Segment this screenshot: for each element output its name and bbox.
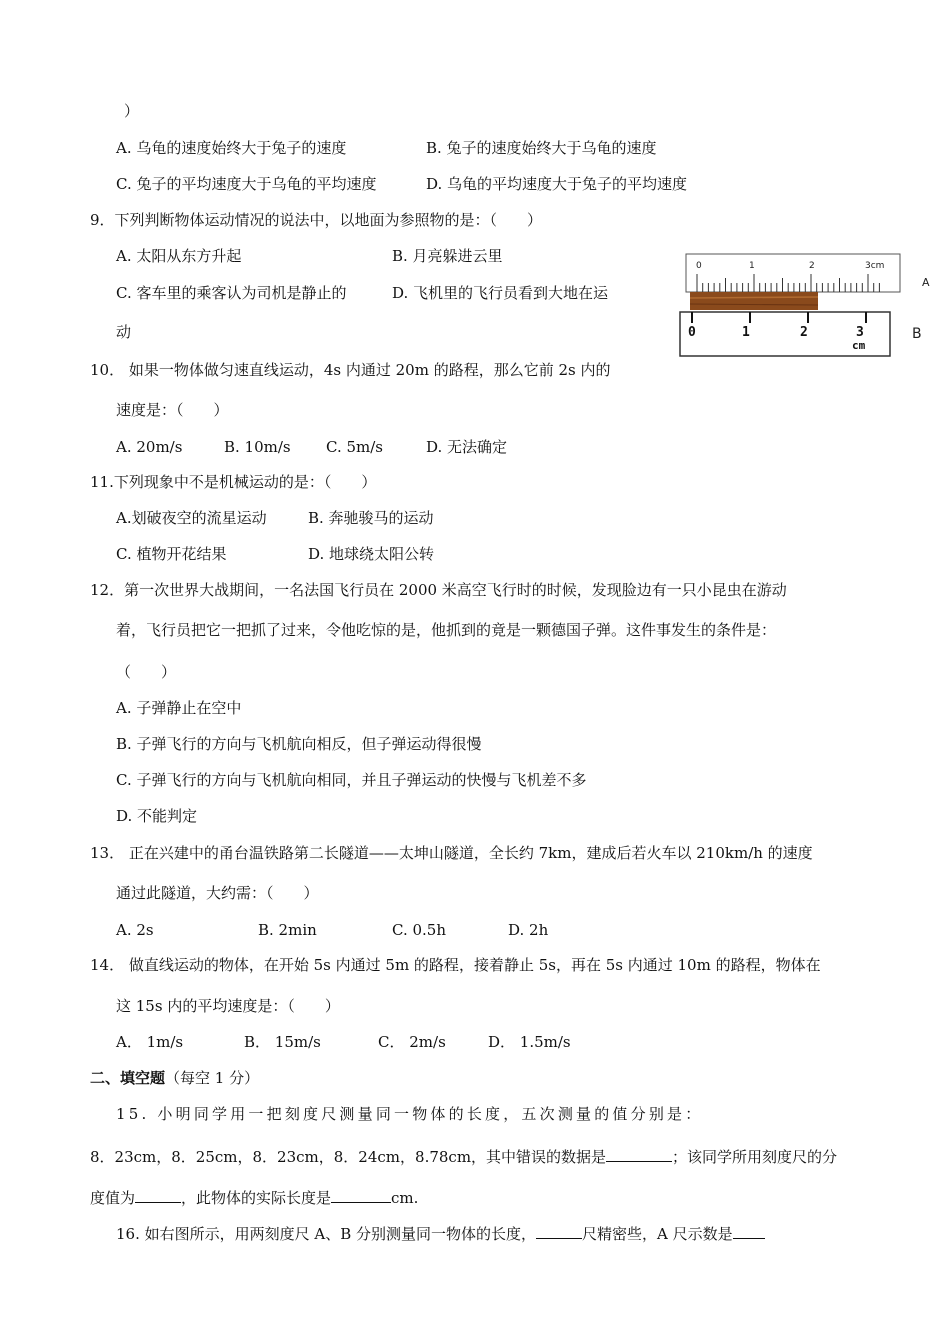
q13-stem-cont: 通过此隧道，大约需：（ ） <box>116 884 319 902</box>
q9-option-c: C. 客车里的乘客认为司机是静止的 <box>116 284 347 302</box>
ruler-b-label-1: 1 <box>742 325 750 340</box>
q10-option-c: C. 5m/s <box>326 438 383 456</box>
ruler-a-label-0: 0 <box>696 261 702 271</box>
q16-stem <box>116 1223 765 1244</box>
q9-option-d-continuation: 动 <box>116 323 132 341</box>
q14-option-b: B． 15m/s <box>244 1033 321 1051</box>
ruler-a-label-2: 2 <box>809 261 815 271</box>
q12-option-c: C. 子弹飞行的方向与飞机航向相同，并且子弹运动的快慢与飞机差不多 <box>116 771 587 789</box>
q11-option-b: B. 奔驰骏马的运动 <box>308 509 434 527</box>
q9-option-a: A. 太阳从东方升起 <box>116 247 242 265</box>
q15-line-3-unit: cm. <box>391 1189 419 1207</box>
ruler-b-label-0: 0 <box>688 325 696 340</box>
q14-option-d: D． 1.5m/s <box>488 1033 571 1051</box>
q14-option-a: A． 1m/s <box>116 1033 184 1051</box>
q10-option-b: B. 10m/s <box>224 438 291 456</box>
ruler-b-label-3: 3 <box>856 325 864 340</box>
section-title: 二、填空题 <box>90 1069 166 1087</box>
q15-blank-length[interactable] <box>331 1187 391 1203</box>
q8-option-b: B. 兔子的速度始终大于乌龟的速度 <box>426 139 657 157</box>
ruler-b-unit: cm <box>852 339 866 352</box>
q15-blank-division[interactable] <box>135 1187 181 1203</box>
q14-stem: 14． 做直线运动的物体，在开始 5s 内通过 5m 的路程，接着静止 5s，再在 5s 内通过 10m 的路程，物体在 <box>90 956 821 974</box>
object-grain-1 <box>690 297 818 298</box>
ruler-figure <box>676 252 938 360</box>
q13-option-d: D. 2h <box>508 921 549 939</box>
q16-blank-reading[interactable] <box>733 1223 765 1239</box>
q12-stem-paren: （ ） <box>116 663 177 681</box>
q12-stem: 12．第一次世界大战期间，一名法国飞行员在 2000 米高空飞行时的时候，发现脸边有一只小昆虫在游动 <box>90 581 787 599</box>
q10-stem: 10． 如果一物体做匀速直线运动，4s 内通过 20m 的路程，那么它前 2s 内的 <box>90 361 611 379</box>
q8-option-a: A. 乌龟的速度始终大于兔子的速度 <box>116 139 347 157</box>
q9-option-b: B. 月亮躲进云里 <box>392 247 503 265</box>
q11-option-c: C. 植物开花结果 <box>116 545 227 563</box>
q15-line-3-mid: ，此物体的实际长度是 <box>181 1189 332 1207</box>
q8-continuation: ） <box>124 102 140 120</box>
q13-option-b: B. 2min <box>258 921 317 939</box>
q12-stem-cont: 着，飞行员把它一把抓了过来，令他吃惊的是，他抓到的竟是一颗德国子弹。这件事发生的条件是： <box>116 621 777 639</box>
q9-option-d: D. 飞机里的飞行员看到大地在运 <box>392 284 609 302</box>
q11-stem: 11.下列现象中不是机械运动的是：（ ） <box>90 473 377 491</box>
section-note: （每空 1 分） <box>165 1069 260 1087</box>
q12-option-b: B. 子弹飞行的方向与飞机航向相反，但子弹运动得很慢 <box>116 735 482 753</box>
q15-blank-wrong-value[interactable] <box>606 1146 672 1162</box>
q10-option-d: D. 无法确定 <box>426 438 508 456</box>
q12-option-d: D. 不能判定 <box>116 807 198 825</box>
q15-line-2-tail: ；该同学所用刻度尺的分 <box>672 1148 838 1166</box>
q10-stem-cont: 速度是：（ ） <box>116 401 229 419</box>
q16-stem-text: 16. 如右图所示，用两刻度尺 A、B 分别测量同一物体的长度， <box>116 1225 537 1243</box>
q14-stem-cont: 这 15s 内的平均速度是：（ ） <box>116 997 340 1015</box>
q10-option-a: A. 20m/s <box>116 438 183 456</box>
q15-line-3-text: 度值为 <box>90 1189 136 1207</box>
ruler-b-letter: B <box>912 326 922 342</box>
q15-stem: 15. 小明同学用一把刻度尺测量同一物体的长度，五次测量的值分别是： <box>116 1105 704 1123</box>
ruler-a-label-3: 3cm <box>865 261 885 271</box>
measured-object <box>690 292 818 310</box>
q16-stem-tail: 尺精密些，A 尺示数是 <box>582 1225 733 1243</box>
q9-stem: 9．下列判断物体运动情况的说法中，以地面为参照物的是：（ ） <box>90 211 543 229</box>
q11-option-a: A.划破夜空的流星运动 <box>116 509 267 527</box>
q13-option-a: A. 2s <box>116 921 154 939</box>
q15-line-2 <box>90 1146 837 1167</box>
q12-option-a: A. 子弹静止在空中 <box>116 699 242 717</box>
q13-stem: 13． 正在兴建中的甬台温铁路第二长隧道——太坤山隧道，全长约 7km，建成后若火车以 210km/h 的速度 <box>90 844 813 862</box>
q14-option-c: C． 2m/s <box>378 1033 446 1051</box>
q8-option-d: D. 乌龟的平均速度大于兔子的平均速度 <box>426 175 688 193</box>
q16-blank-ruler[interactable] <box>536 1223 582 1239</box>
ruler-b-label-2: 2 <box>800 325 808 340</box>
ruler-a-letter: A <box>922 276 930 289</box>
ruler-a-label-1: 1 <box>749 261 755 271</box>
q15-line-3 <box>90 1187 418 1208</box>
q13-option-c: C. 0.5h <box>392 921 446 939</box>
q11-option-d: D. 地球绕太阳公转 <box>308 545 435 563</box>
q8-option-c: C. 兔子的平均速度大于乌龟的平均速度 <box>116 175 377 193</box>
q15-line-2-text: 8．23cm，8．25cm，8．23cm，8．24cm，8.78cm，其中错误的数据是 <box>90 1148 607 1166</box>
section-heading <box>90 1068 259 1088</box>
